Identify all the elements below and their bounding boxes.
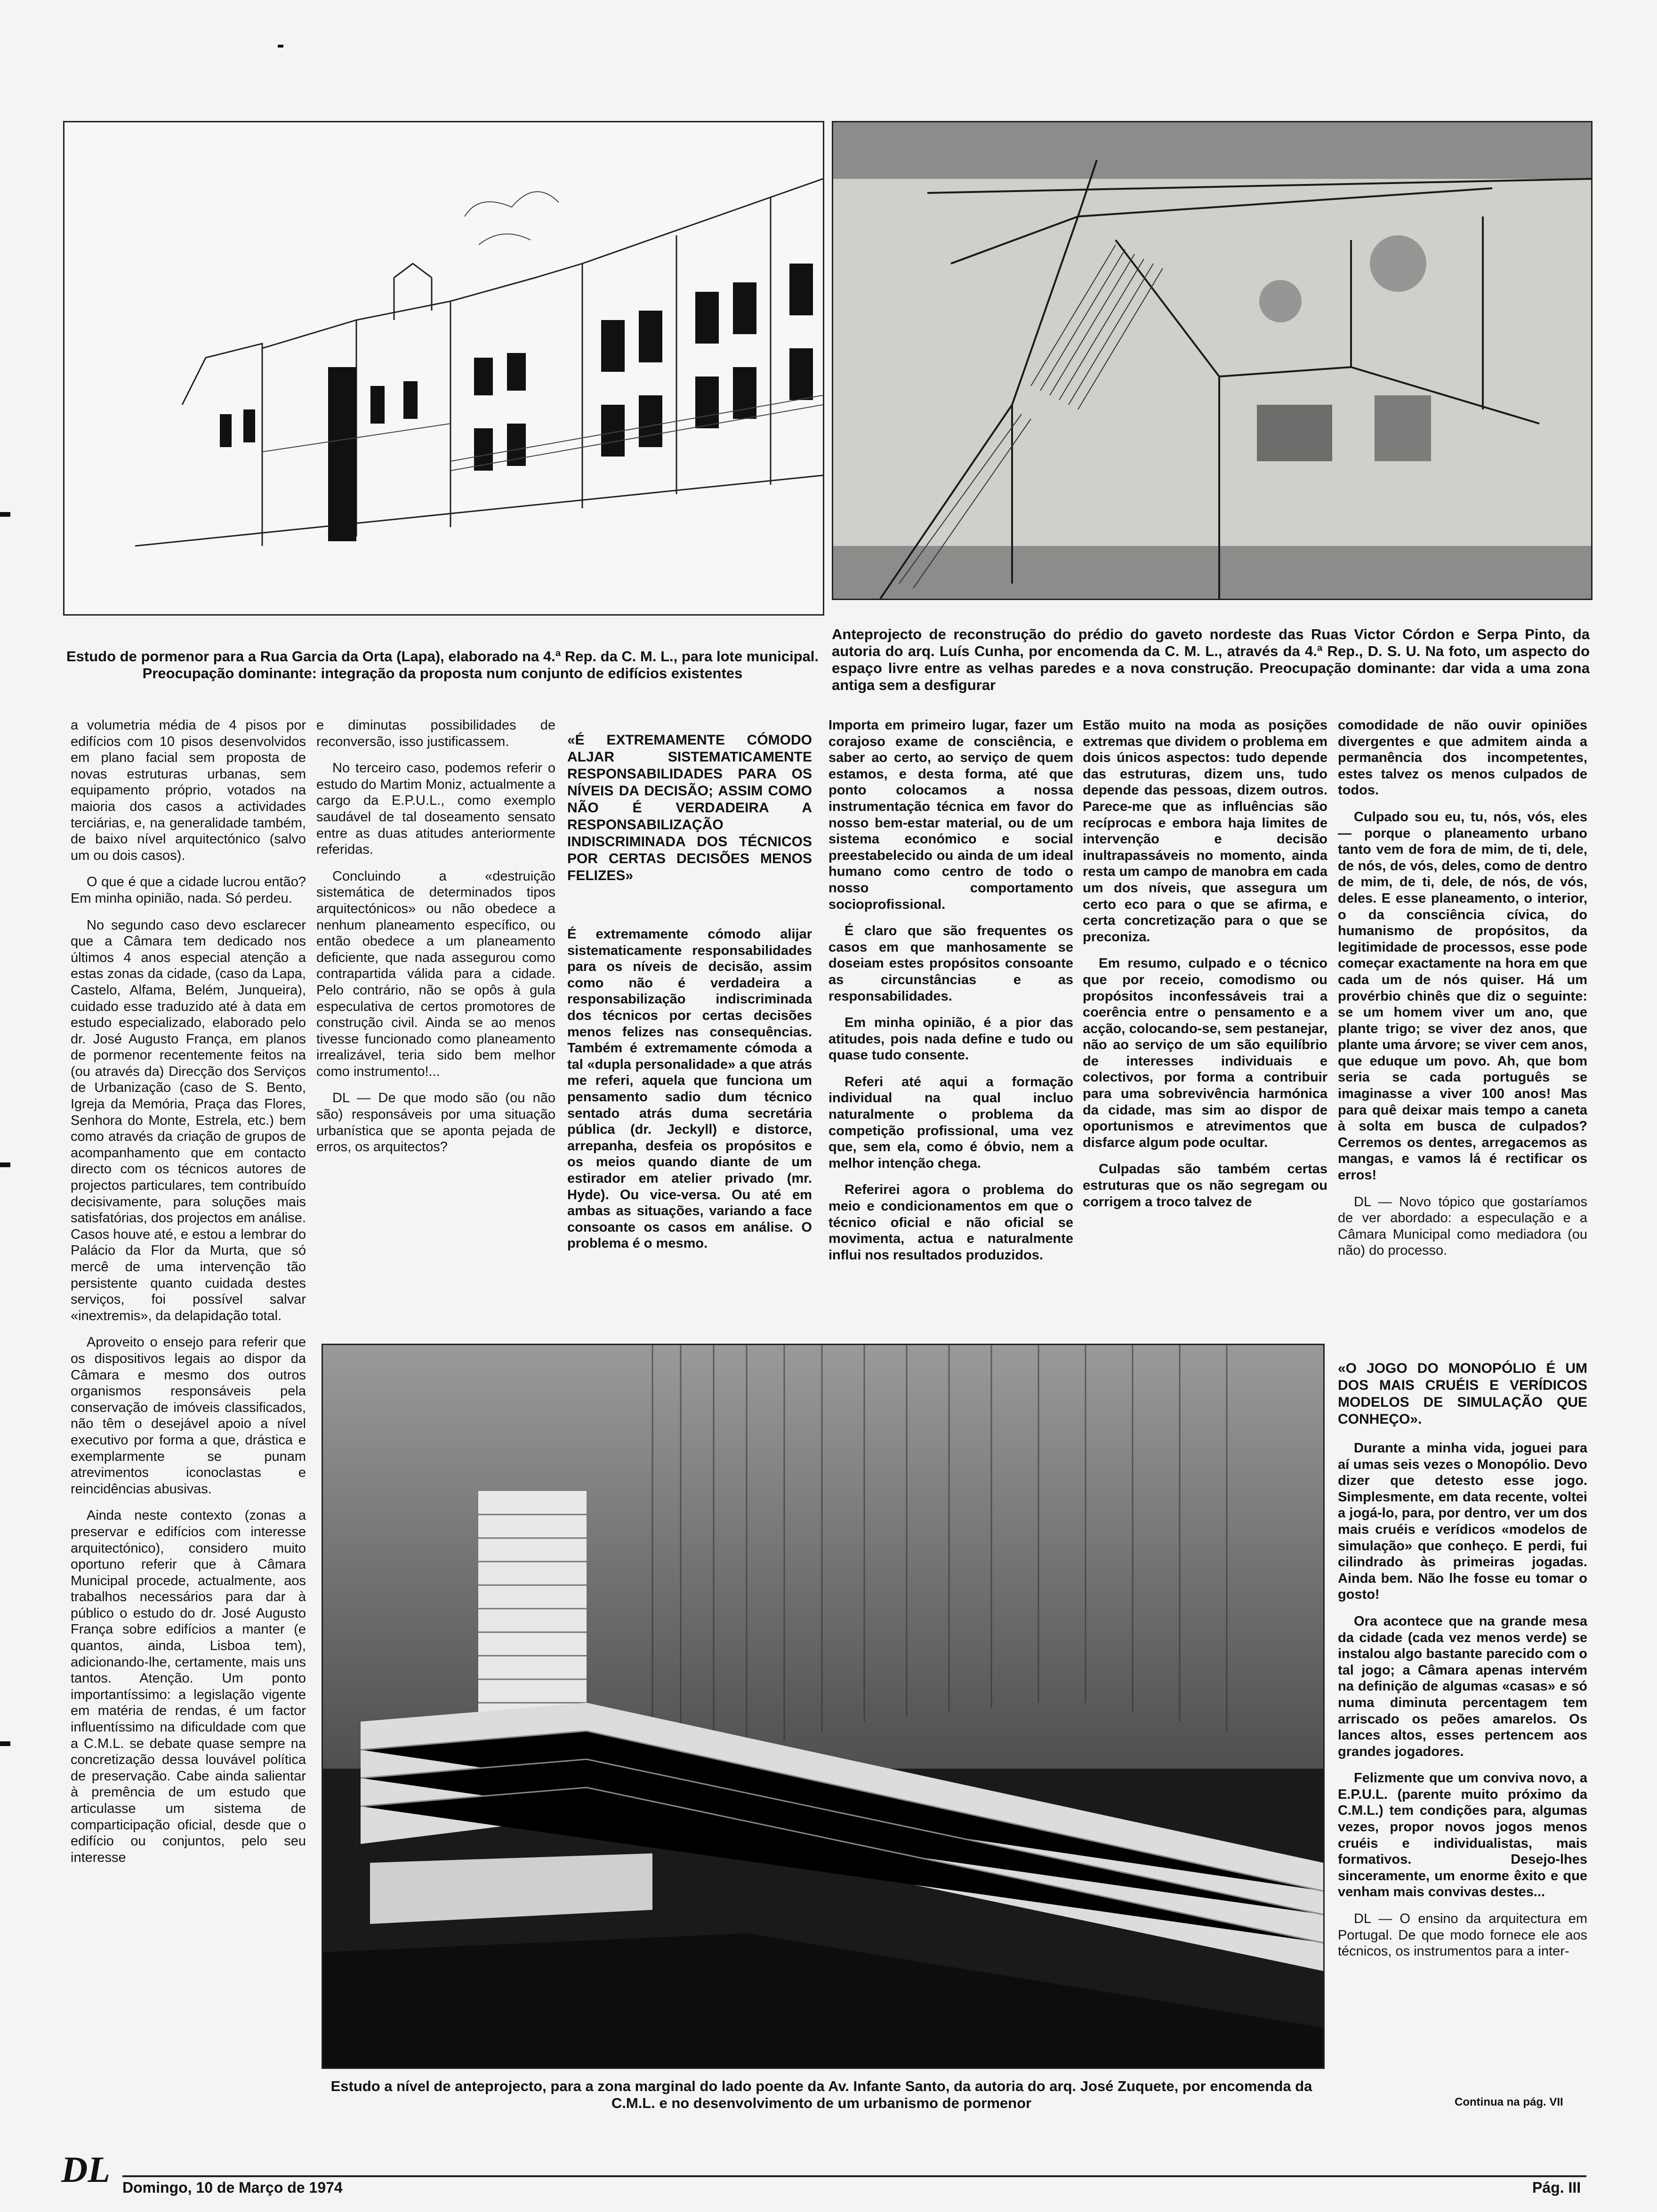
article-column-1 bbox=[71, 717, 306, 2087]
paragraph: a volumetria média de 4 pisos por edifícios com 10 pisos desenvolvidos em plano facial sem proposta de novas estruturas urbanas, sem equipamento próprio, votados na maioria dos casos a actividades terciárias, e, na generalidade também, de baixo nível arquitectónico (salvo um ou dois casos). bbox=[71, 718, 306, 863]
paragraph: No terceiro caso, podemos referir o estudo do Martim Moniz, actualmente a cargo da E.P.U.L., como exemplo saudável de tal doseamento sensato entre as duas atitudes anteriormente referidas. bbox=[316, 761, 555, 858]
article-column-6b bbox=[1338, 1440, 1587, 2071]
footer-rule bbox=[122, 2175, 1586, 2177]
caption-photo3: Estudo a nível de anteprojecto, para a zona marginal do lado poente da Av. Infante Santo, da autoria do arq. José Zuquete, por encomenda da C.M.L. e no desenvolvimento de um urbanismo de pormenor bbox=[330, 2078, 1312, 2111]
paragraph: Culpadas são também certas estruturas que os não segregam ou corrigem a troco talvez de bbox=[1083, 1162, 1327, 1210]
paragraph: Referirei agora o problema do meio e condicionamentos em que o técnico oficial e não oficial se movimenta, actua e naturalmente influi nos resultados produzidos. bbox=[828, 1182, 1073, 1263]
paragraph: Em resumo, culpado e o técnico que por receio, comodismo ou propósitos inconfessáveis trai a coerência entre o pensamento e a acção, colocando-se, sem pestanejar, não ao serviço de um são equilíbrio de interesses individuais e colectivos, por forma a contribuir para uma sobrevivência harmónica da cidade, mas sim ao dispor de oportunismos e atrevimentos que disfarce algum pode ocultar. bbox=[1083, 956, 1327, 1150]
article-column-2 bbox=[316, 717, 555, 1329]
margin-mark bbox=[278, 45, 283, 48]
masthead-logo: DL bbox=[61, 2149, 110, 2190]
paragraph: DL — De que modo são (ou não são) responsáveis por uma situação urbanística que se aponta pejada de erros, os arquitectos? bbox=[316, 1090, 555, 1155]
paragraph: Aproveito o ensejo para referir que os dispositivos legais ao dispor da Câmara e mesmo dos outros organismos responsáveis pela conservação de imóveis classificados, não têm o desejável apoio a nível executivo por forma a que, drástica e exemplarmente se punam atrevimentos iconoclastas e reincidências abusivas. bbox=[71, 1335, 306, 1497]
paragraph: Ainda neste contexto (zonas a preservar e edifícios com interesse arquitectónico), considero muito oportuno referir que à Câmara Municipal procede, actualmente, aos trabalhos necessários para dar à público o estudo do dr. José Augusto França sobre edifícios a manter (e quantos, ainda, Lisboa tem), adicionando-lhe, certamente, mais uns tantos. Atenção. Um ponto importantíssimo: a legislação vigente em matéria de rendas, é um factor influentíssimo na dificuldade com que a C.M.L. se debate quase sempre na concretização dessa louvável política de preservação. Cabe ainda salientar à premência de um estudo que articulasse um sistema de comparticipação oficial, desde que o edifício ou conjuntos, pelo seu interesse bbox=[71, 1508, 306, 1865]
paragraph: Importa em primeiro lugar, fazer um corajoso exame de consciência, e saber ao certo, ao serviço de quem estamos, e desta forma, até que ponto colocamos a nossa instrumentação técnica em favor do nosso bem-estar material, ou de um sistema económico e social preestabelecido ou ainda de um ideal humano como centro de todo o nosso comportamento socioprofissional. bbox=[828, 718, 1073, 912]
paragraph: Felizmente que um conviva novo, a E.P.U.L. (parente muito próximo da C.M.L.) tem condições para, algumas vezes, propor novos jogos menos cruéis e individualistas, mais formativos. Desejo-lhes sinceramente, um enorme êxito e que venham mais convivas destes... bbox=[1338, 1771, 1587, 1900]
margin-mark bbox=[0, 1741, 10, 1746]
paragraph: Estão muito na moda as posições extremas que dividem o problema em dois únicos aspectos: tudo depende das estruturas, dizem uns, tudo depende das pessoas, dizem outros. Parece-me que as influências são recíprocas e embora haja limites de intervenção e decisão inultrapassáveis no momento, ainda resta um campo de manobra em cada um dos níveis, que assegura um certo eco para o que se afirma, e certa concretização para o que se preconiza. bbox=[1083, 718, 1327, 945]
photo-rua-garcia-da-orta bbox=[63, 121, 824, 616]
caption-photo1: Estudo de pormenor para a Rua Garcia da Orta (Lapa), elaborado na 4.ª Rep. da C. M. L., para lote municipal. Preocupação dominante: integração da proposta num conjunto de edifícios existentes bbox=[66, 648, 819, 681]
continued-note: Continua na pág. VII bbox=[1455, 2096, 1563, 2108]
paragraph: Culpado sou eu, tu, nós, vós, eles — porque o planeamento urbano tanto vem de fora de mim, de ti, dele, de nós, de vós, deles, como de dentro de mim, de ti, dele, de nós, de vós, deles. E esse planeamento, o interior, o da consciência cívica, do humanismo de propósitos, da legitimidade de processos, esse pode começar exactamente na hora em que cada um de nós quiser. Há um provérbio chinês que diz o seguinte: se um homem viver um ano, que plante trigo; se viver dez anos, que plante uma árvore; se viver cem anos, que eduque um povo. Ah, que bom seria se cada português se imaginasse a viver 100 anos! Mas para quê deixar mais tempo a caneta à solta em busca de culpados? Cerremos os dentes, arregacemos as mangas, e vamos lá é rectificar os erros! bbox=[1338, 809, 1587, 1183]
article-column-3 bbox=[567, 926, 812, 1331]
paragraph: Durante a minha vida, joguei para aí umas seis vezes o Monopólio. Devo dizer que detesto esse jogo. Simplesmente, em data recente, voltei a jogá-lo, para, por dentro, ver um dos mais cruéis e verídicos «modelos de simulação» que conheço. E perdi, fui cilindrado às primeiras jogadas. Ainda bem. Não lhe fosse eu tomar o gosto! bbox=[1338, 1441, 1587, 1603]
caption-photo2: Anteprojecto de reconstrução do prédio do gaveto nordeste das Ruas Victor Córdon e Serpa Pinto, da autoria do arq. Luís Cunha, por encomenda da C. M. L., através da 4.ª Rep., D. S. U. Na foto, um aspecto do espaço livre entre as velhas paredes e a nova construção. Preocupação dominante: dar vida a uma zona antiga sem a desfigurar bbox=[832, 626, 1590, 693]
margin-mark bbox=[0, 1162, 10, 1167]
paragraph: É extremamente cómodo alijar sistematicamente responsabilidades para os níveis de decisão, assim como não é verdadeira a responsabilização indiscriminada dos técnicos por certas decisões menos felizes nas consequências. Também é extremamente cómoda a tal «dupla personalidade» a que atrás me referi, aquela que funciona um pensamento sadio dum técnico sentado atrás duma secretária pública (dr. Jeckyll) e distorce, arrepanha, desfeia os propósitos e os meios quando diante de um estirador em atelier privado (mr. Hyde). Ou vice-versa. Ou até em ambas as situações, variando a face consoante os casos em análise. O problema é o mesmo. bbox=[567, 927, 812, 1251]
paragraph: Concluindo a «destruição sistemática de determinados tipos arquitectónicos» ou não obedece a nenhum planeamento específico, ou então obedece a um planeamento deficiente, que nada assegurou como contrapartida válida para a cidade. Pelo contrário, não se opôs à gula especulativa de certos promotores de construção civil. Ainda se ao menos tivesse funcionado como planeamento irrealizável, teria sido bem melhor como instrumento!... bbox=[316, 868, 555, 1079]
pullquote-2: «O JOGO DO MONOPÓLIO É UM DOS MAIS CRUÉIS E VERÍDICOS MODELOS DE SIMULAÇÃO QUE CONHEÇO». bbox=[1338, 1361, 1587, 1427]
page-number: Pág. III bbox=[1532, 2179, 1581, 2196]
paragraph: DL — O ensino da arquitectura em Portugal. De que modo fornece ele aos técnicos, os instrumentos para a inter- bbox=[1338, 1911, 1587, 1959]
article-column-5 bbox=[1083, 717, 1327, 1329]
photo-av-infante-santo bbox=[322, 1344, 1325, 2069]
paragraph: e diminutas possibilidades de reconversão, isso justificassem. bbox=[316, 718, 555, 749]
paragraph: Em minha opinião, é a pior das atitudes, pois nada define e tudo ou quase tudo consente. bbox=[828, 1015, 1073, 1063]
paragraph: No segundo caso devo esclarecer que a Câmara tem dedicado nos últimos 4 anos especial atenção a estas zonas da cidade, (caso da Lapa, Castelo, Alfama, Belém, Junqueira), cuidado esse traduzido até à data em estudo especializado, elaborado pelo dr. José Augusto França, em planos de pormenor recentemente feitos na (ou através da) Direcção dos Serviços de Urbanização (caso de S. Bento, Igreja da Memória, Praça das Flores, Senhora do Monte, Estrela, etc.) bem como através da criação de grupos de acompanhamento que em contacto directo com os técnicos autores de projectos particulares, tem contribuído decisivamente, para soluções mais satisfatórias, dos projectos em análise. Casos houve até, e estou a lembrar do Palácio da Flor da Murta, que só mercê de uma intervenção tão persistente quanto cuidada destes serviços, foi possível salvar «inextremis», da delapidação total. bbox=[71, 917, 306, 1323]
paragraph: DL — Novo tópico que gostaríamos de ver abordado: a especulação e a Câmara Municipal como mediadora (ou não) do processo. bbox=[1338, 1194, 1587, 1258]
paragraph: Referi até aqui a formação individual na qual incluo naturalmente o problema da competição profissional, uma vez que, sem ela, como é óbvio, nem a melhor intenção chega. bbox=[828, 1074, 1073, 1171]
issue-date: Domingo, 10 de Março de 1974 bbox=[122, 2179, 343, 2196]
paragraph: comodidade de não ouvir opiniões divergentes e que admitem ainda a permanência dos incompetentes, estes talvez os menos culpados de todos. bbox=[1338, 718, 1587, 798]
article-column-4 bbox=[828, 717, 1073, 1329]
paragraph: O que é que a cidade lucrou então? Em minha opinião, nada. Só perdeu. bbox=[71, 874, 306, 906]
margin-mark bbox=[0, 512, 10, 517]
pullquote-1: «É EXTREMAMENTE CÓMODO ALJAR SISTEMATICAMENTE RESPONSABILIDADES PARA OS NÍVEIS DA DECISÃO; ASSIM COMO NÃO É VERDADEIRA A RESPONSABILIZAÇÃO INDISCRIMINADA DOS TÉCNICOS POR CERTAS DECISÕES MENOS FELIZES» bbox=[567, 732, 812, 883]
article-column-6 bbox=[1338, 717, 1587, 1343]
paragraph: É claro que são frequentes os casos em que manhosamente se doseiam estes propósitos consoante as circunstâncias e as responsabilidades. bbox=[828, 923, 1073, 1004]
paragraph: Ora acontece que na grande mesa da cidade (cada vez menos verde) se instalou algo bastante parecido com o tal jogo; a Câmara apenas intervém na definição de algumas «casas» e só numa diminuta percentagem tem arriscado os peões amarelos. Os lances altos, esses pertencem aos grandes jogadores. bbox=[1338, 1613, 1587, 1759]
photo-victor-cordon-serpa-pinto bbox=[832, 121, 1593, 600]
